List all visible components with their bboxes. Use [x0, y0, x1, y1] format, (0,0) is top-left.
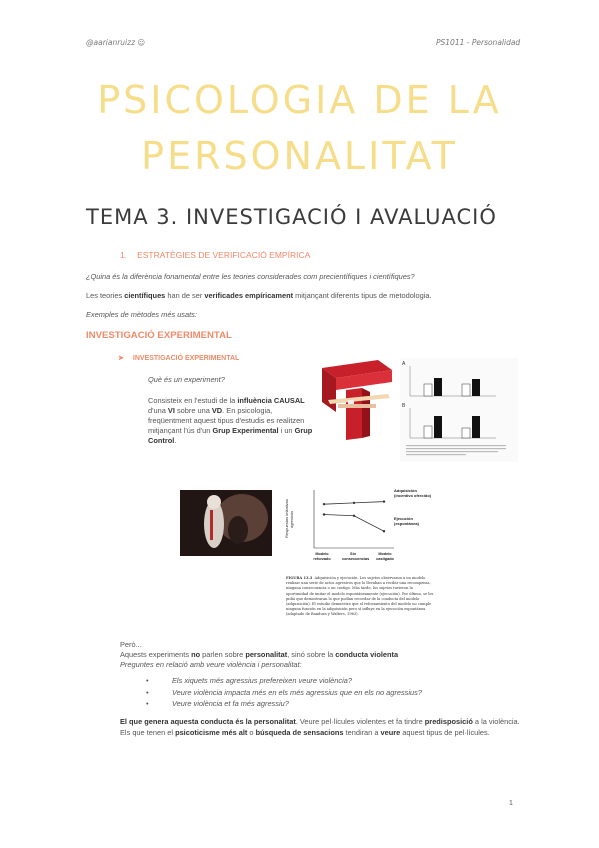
series-line-1 — [324, 514, 384, 531]
text: han de ser — [165, 291, 205, 300]
text: parlen sobre — [200, 650, 246, 659]
bold-text: veure — [380, 728, 401, 737]
text: d'una — [148, 406, 168, 415]
examples-line: Exemples de mètodes més usats: — [86, 310, 197, 319]
svg-text:B: B — [402, 403, 406, 409]
text: tendiran a — [343, 728, 381, 737]
experiment-definition — [148, 396, 316, 446]
arrow-bullet-icon: ➤ — [118, 355, 124, 362]
questions-list — [146, 675, 422, 710]
bold-text: El que genera aquesta conducta és la personalitat — [120, 717, 296, 726]
list-item: • Veure violència impacta més en els més agressius que en els no agressius? — [146, 687, 422, 699]
text: sobre una — [174, 406, 212, 415]
section-heading — [120, 250, 310, 260]
data-point — [323, 513, 325, 515]
question-paragraph: ¿Quina és la diferència fonamental entre les teories considerades com precientífiques i científiques? — [86, 272, 415, 281]
bold-text: predisposició — [424, 717, 473, 726]
questions-intro: Preguntes en relació amb veure violència i personalitat: — [120, 660, 302, 669]
text: o — [247, 728, 256, 737]
bold-text: búsqueda de sensacions — [255, 728, 344, 737]
bold-text: psicoticisme més alt — [175, 728, 248, 737]
series-label-execution: Ejecución (espontánea) — [394, 516, 419, 526]
section-label: ESTRATÈGIES DE VERIFICACIÓ EMPÍRICA — [137, 250, 311, 260]
text: mitjançant diferents tipus de metodologia. — [293, 291, 432, 300]
header-course: PS1011 - Personalidad — [436, 38, 521, 47]
experimental-heading: INVESTIGACIÓ EXPERIMENTAL — [86, 330, 232, 341]
bold-text: verificades empíricament — [204, 291, 294, 300]
experimental-subheading — [118, 354, 239, 362]
data-point — [353, 515, 355, 517]
section-number: 1. — [120, 250, 128, 260]
text: aquest tipus de pel·lícules. — [400, 728, 490, 737]
text: . — [174, 436, 177, 445]
svg-text:A: A — [402, 361, 406, 367]
bold-text: VD — [211, 406, 223, 415]
text: i un — [278, 426, 295, 435]
what-is-question: Què és un experiment? — [148, 375, 225, 384]
bold-text: Grup Experimental — [212, 426, 279, 435]
bold-text: VI — [167, 406, 175, 415]
clarification-paragraph — [120, 650, 450, 660]
bold-text: influència CAUSAL — [237, 396, 305, 405]
data-point — [383, 500, 385, 502]
text: Aquests experiments — [120, 650, 192, 659]
header-author: @aarianruizz ☺ — [86, 38, 146, 47]
bobo-doll-photo — [180, 490, 272, 556]
text: Les teories — [86, 291, 125, 300]
skinner-box-illustration — [318, 356, 396, 445]
list-item: • Els xiquets més agressius prefereixen veure violència? — [146, 675, 422, 687]
x-tick-label: Sin consecuencias — [342, 552, 370, 561]
data-point — [383, 530, 385, 532]
pero-line: Però... — [120, 640, 142, 649]
conclusion-paragraph — [120, 716, 520, 738]
x-tick-label: Modelo castigado — [376, 552, 394, 561]
line-chart — [282, 486, 432, 572]
text: , sinó sobre la — [287, 650, 336, 659]
caption-title: FIGURA 13.3 — [286, 576, 313, 580]
bold-text: conducta violenta — [335, 650, 399, 659]
series-label-acquisition: Adquisición (incentivo ofrecido) — [394, 488, 432, 498]
data-point — [353, 502, 355, 504]
list-item: • Veure violència et fa més agressiu? — [146, 698, 422, 710]
page-title-line2: PERSONALITAT — [141, 134, 458, 178]
y-axis-label: Respuestas imitativas agresivas — [284, 499, 294, 539]
subheading-label: INVESTIGACIÓ EXPERIMENTAL — [132, 355, 240, 362]
bold-text: personalitat — [245, 650, 288, 659]
text: . Veure pel·lícules violentes et fa tindre — [295, 717, 425, 726]
bold-text: Grup Control — [148, 426, 313, 445]
text: Consisteix en l'estudi de la — [148, 396, 238, 405]
bar-chart-figure — [400, 358, 518, 462]
text: . En psicologia, freqüentment aquest tipus d'estudis es realitzen mitjançant l'ús d'un — [148, 406, 305, 435]
bold-text: científiques — [124, 291, 166, 300]
caption-text: Adquisición y ejecución. Los sujetos observaron a un modelo realizar una serie de actos agresivos que lo llevaban a recibir una recompensa, ninguna consecuencia o un castigo. Más tarde, los sujetos tuvieron la oportunidad de imitar el modelo espontáneamente (ejecución). Por último, se les pidió que demostraran lo que podían recordar de la conducta del modelo (adquisición). El estudio demuestra que el reforzamiento del modelo no cumple ninguna función en la adquisición pero sí influye en la ejecución espontánea (adaptado de Bandura y Walters, 1963). — [286, 576, 434, 617]
page-title-line1: PSICOLOGIA DE LA — [97, 78, 502, 122]
bold-text: no — [191, 650, 201, 659]
text: a la violència. Els que tenen el — [120, 717, 520, 737]
topic-heading: TEMA 3. INVESTIGACIÓ I AVALUACIÓ — [86, 205, 497, 229]
x-tick-label: Modelo reforzado — [313, 552, 331, 561]
page-number: 1 — [509, 800, 513, 807]
intro-paragraph — [86, 291, 432, 301]
data-point — [323, 503, 325, 505]
figure-caption — [286, 576, 434, 618]
